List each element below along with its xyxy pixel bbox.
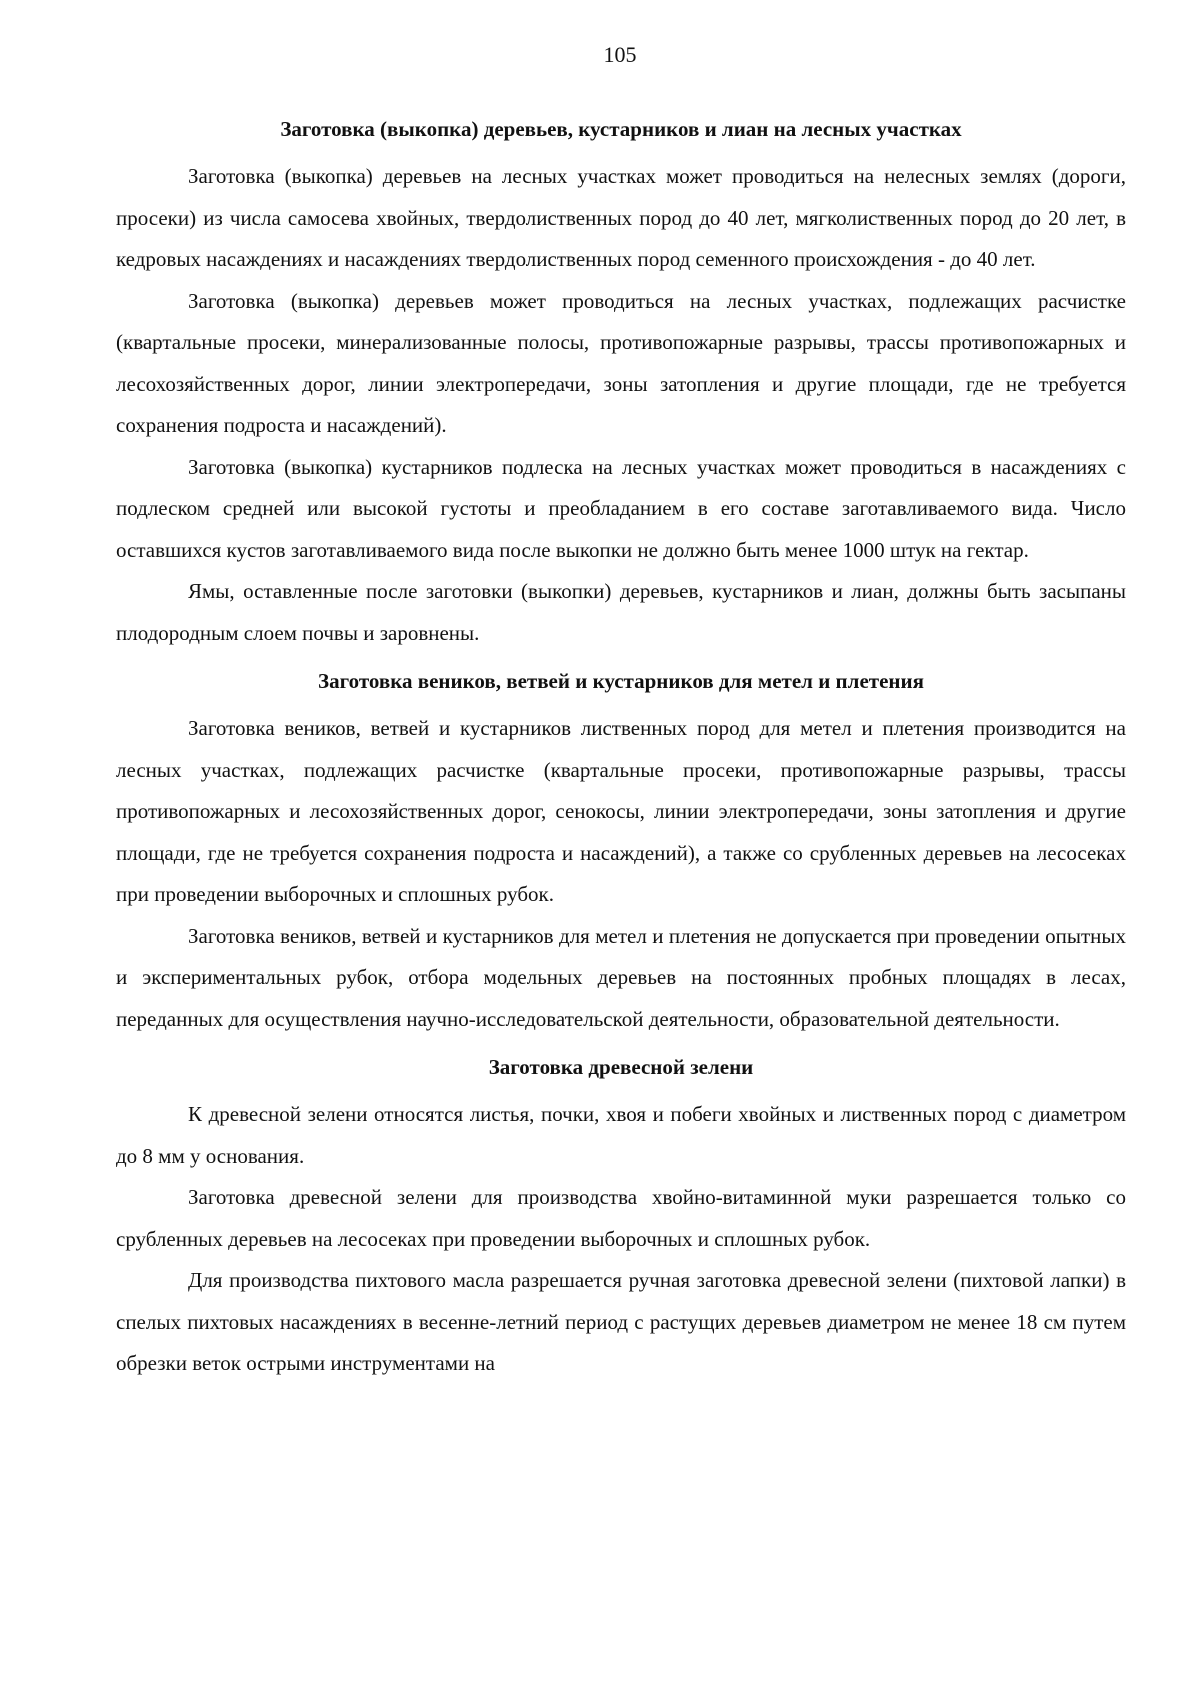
paragraph: Заготовка (выкопка) деревьев может проводиться на лесных участках, подлежащих расчистке (квартальные просеки, минерализованные полосы, противопожарные разрывы, трассы противопожарных и лесохозяйственных дорог, линии электропередачи, зоны затопления и другие площади, где не требуется сохранения подроста и насаждений). bbox=[116, 288, 1126, 437]
paragraph: Ямы, оставленные после заготовки (выкопки) деревьев, кустарников и лиан, должны быть засыпаны плодородным слоем почвы и заровнены. bbox=[116, 579, 1126, 645]
paragraph: Для производства пихтового масла разрешается ручная заготовка древесной зелени (пихтовой лапки) в спелых пихтовых насаждениях в весенне-летний период с растущих деревьев диаметром не менее 18 см путем обрезки веток острыми инструментами на bbox=[116, 1268, 1126, 1375]
document-body bbox=[116, 114, 1126, 1385]
paragraph: Заготовка веников, ветвей и кустарников лиственных пород для метел и плетения производится на лесных участках, подлежащих расчистке (квартальные просеки, противопожарные разрывы, трассы противопожарных и лесохозяйственных дорог, сенокосы, линии электропередачи, зоны затопления и другие площади, где не требуется сохранения подроста и насаждений), а также со срубленных деревьев на лесосеках при проведении выборочных и сплошных рубок. bbox=[116, 716, 1126, 906]
section-heading: Заготовка веников, ветвей и кустарников для метел и плетения bbox=[318, 669, 924, 693]
paragraph: К древесной зелени относятся листья, почки, хвоя и побеги хвойных и лиственных пород с диаметром до 8 мм у основания. bbox=[116, 1102, 1126, 1168]
section-heading: Заготовка (выкопка) деревьев, кустарников и лиан на лесных участках bbox=[280, 117, 962, 141]
section-tree-digging bbox=[116, 114, 1126, 654]
paragraph: Заготовка древесной зелени для производства хвойно-витаминной муки разрешается только со срубленных деревьев на лесосеках при проведении выборочных и сплошных рубок. bbox=[116, 1185, 1126, 1251]
section-heading: Заготовка древесной зелени bbox=[488, 1055, 754, 1079]
section-wood-greenery bbox=[116, 1052, 1126, 1385]
paragraph: Заготовка (выкопка) кустарников подлеска на лесных участках может проводиться в насаждениях с подлеском средней или высокой густоты и преобладанием в его составе заготавливаемого вида. Число оставшихся кустов заготавливаемого вида после выкопки не должно быть менее 1000 штук на гектар. bbox=[116, 454, 1126, 562]
paragraph: Заготовка (выкопка) деревьев на лесных участках может проводиться на нелесных землях (дороги, просеки) из числа самосева хвойных, твердолиственных пород до 40 лет, мягколиственных пород до 20 лет, в кедровых насаждениях и насаждениях твердолиственных пород семенного происхождения - до 40 лет. bbox=[116, 164, 1126, 271]
section-brooms-branches bbox=[116, 666, 1126, 1040]
page-number: 105 bbox=[603, 42, 637, 67]
paragraph: Заготовка веников, ветвей и кустарников для метел и плетения не допускается при проведении опытных и экспериментальных рубок, отбора модельных деревьев на постоянных пробных площадях в лесах, переданных для осуществления научно-исследовательской деятельности, образовательной деятельности. bbox=[116, 923, 1126, 1031]
